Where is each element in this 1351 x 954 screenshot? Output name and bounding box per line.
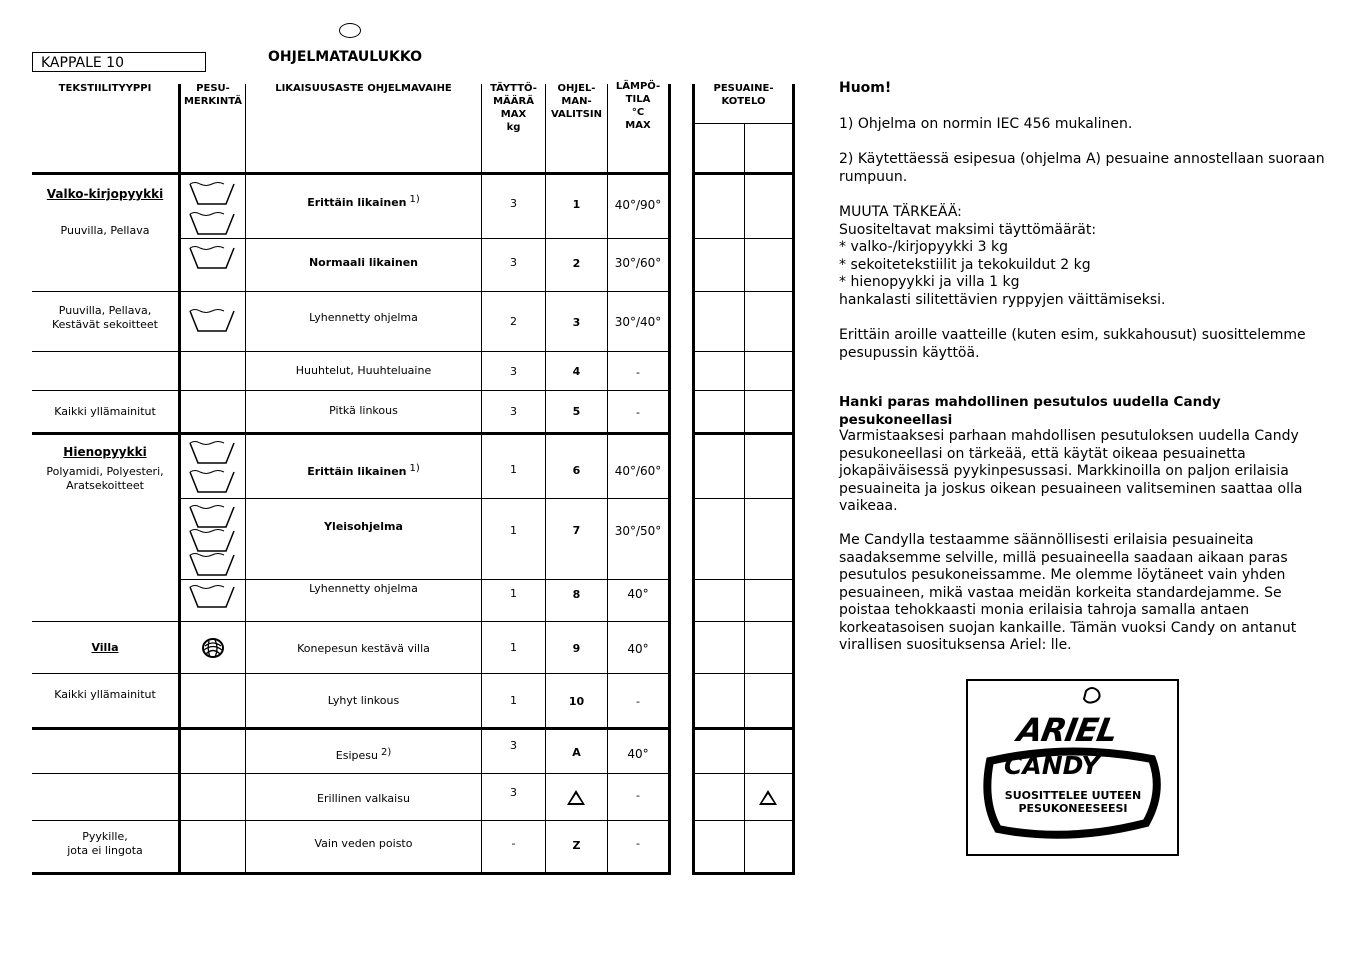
phase-cell: Esipesu 2): [335, 747, 392, 762]
phase-cell: Lyhyt linkous: [327, 694, 400, 707]
selector-cell: 9: [572, 642, 581, 655]
selector-cell: 10: [568, 695, 585, 708]
temp-cell: 30°/60°: [614, 256, 662, 270]
logo-brand-candy: CANDY: [1004, 751, 1100, 780]
temp-cell: 40°/90°: [614, 198, 662, 212]
tights-note: Erittäin aroille vaatteille (kuten esim, sukkahousut) suosittelemme pesupussin käyttöä.: [839, 327, 1306, 361]
other-important: MUUTA TÄRKEÄÄ: Suositeltavat maksimi täyttömäärät: * valko-/kirjopyykki 3 kg * sekoitetekstiilit ja tekokuildut 2 kg * hienopyykki ja villa 1 kg hankalasti silitettävien ryppyjen väittämiseksi.: [839, 204, 1166, 308]
header-selector: OHJEL- MAN- VALITSIN: [550, 83, 602, 120]
load-cell: 3: [510, 256, 517, 269]
selector-cell: 6: [572, 464, 581, 477]
textile-all-above-1: Kaikki yllämainitut: [54, 405, 156, 418]
load-cell: 2: [510, 315, 517, 328]
logo-brand-ariel: ARIEL: [1014, 711, 1120, 749]
page-marker-oval: [339, 23, 361, 38]
washtub-icon: [189, 551, 235, 577]
load-cell: 3: [510, 197, 517, 210]
textile-wool: Villa: [91, 641, 119, 654]
promo-paragraph-2: Me Candylla testaamme säännöllisesti erilaisia pesuaineita saadaksemme selville, millä pesuaineella saadaan aikaan paras pesutulos pesukoneissamme. Me olemme löytäneet vain yhden pesuaineen, mikä vastaa meidän korkeita standardejamme. Se poistaa tehokkaasti monia erilaisia tahroja samalla antaen korkeatasoisen suojan kankaille. Tämän vuoksi Candy on antanut virallisen suosituksensa Ariel: lle.: [839, 532, 1297, 653]
load-cell: 1: [510, 524, 517, 537]
textile-delicates: Hienopyykki: [63, 445, 147, 459]
phase-cell: Vain veden poisto: [314, 837, 413, 850]
selector-cell: 1: [572, 198, 581, 211]
selector-cell: 5: [572, 405, 581, 418]
phase-cell: Huuhtelut, Huuhteluaine: [295, 364, 432, 377]
washtub-icon: [189, 439, 235, 465]
load-cell: 3: [510, 405, 517, 418]
washtub-icon: [189, 468, 235, 494]
washtub-icon: [189, 244, 235, 270]
load-cell: 3: [510, 739, 517, 752]
temp-cell: 40°: [627, 587, 649, 601]
temp-cell: 40°: [627, 747, 649, 761]
temp-cell: -: [636, 789, 640, 802]
temp-cell: 30°/40°: [614, 315, 662, 329]
phase-cell: Konepesun kestävä villa: [297, 642, 430, 655]
load-cell: 1: [510, 587, 517, 600]
header-wash-label: PESU- MERKINTÄ: [183, 83, 243, 107]
header-load: TÄYTTÖ- MÄÄRÄ MAX kg: [490, 83, 537, 133]
chapter-label: KAPPALE 10: [32, 52, 206, 72]
temp-cell: -: [636, 406, 640, 419]
temp-cell: -: [636, 837, 640, 850]
temp-cell: 30°/50°: [614, 524, 662, 538]
washtub-icon: [189, 527, 235, 553]
washtub-icon: [189, 307, 235, 333]
selector-cell: 7: [572, 524, 581, 537]
triangle-symbol-icon: [567, 790, 585, 805]
textile-cotton-linen: Puuvilla, Pellava: [60, 224, 150, 237]
temp-cell: 40°: [627, 642, 649, 656]
washtub-icon: [189, 180, 235, 206]
header-textile: TEKSTIILITYYPPI: [58, 83, 152, 94]
promo-paragraph-1: Varmistaaksesi parhaan mahdollisen pesutuloksen uudella Candy pesukoneellasi on tärkeää, että käytät oikeaa pesuainetta jokapäiväisessä pyykinpesussasi. Markkinoilla on paljon erilaisia pesuaineita ja joskus oikean pesuaineen valitseminen saattaa olla vaikeaa.: [839, 428, 1303, 514]
washtub-icon: [189, 503, 235, 529]
textile-white-color: Valko-kirjopyykki: [46, 187, 164, 201]
textile-all-above-2: Kaikki yllämainitut: [54, 688, 156, 701]
wool-icon: [201, 637, 225, 659]
header-soil: LIKAISUUSASTE OHJELMAVAIHE: [275, 83, 452, 94]
phase-cell: Lyhennetty ohjelma: [309, 311, 418, 324]
temp-cell: -: [636, 366, 640, 379]
temp-cell: 40°/60°: [614, 464, 662, 478]
washtub-icon: [189, 210, 235, 236]
selector-cell: 3: [572, 316, 581, 329]
phase-cell: Pitkä linkous: [329, 404, 398, 417]
selector-cell: A: [572, 746, 581, 759]
phase-cell: Erillinen valkaisu: [317, 792, 410, 805]
header-detergent: PESUAINE- KOTELO: [713, 83, 774, 107]
textile-cotton-resistant: Puuvilla, Pellava, Kestävät sekoitteet: [51, 304, 158, 331]
header-temp: LÄMPÖ- TILA °C MAX: [615, 81, 661, 131]
load-cell: 3: [510, 786, 517, 799]
load-cell: 3: [510, 365, 517, 378]
ariel-candy-logo: [966, 679, 1179, 856]
selector-cell: 4: [572, 365, 581, 378]
note-1: 1) Ohjelma on normin IEC 456 mukalinen.: [839, 116, 1133, 132]
load-cell: 1: [510, 463, 517, 476]
load-cell: -: [511, 837, 516, 850]
promo-heading: Hanki paras mahdollinen pesutulos uudella Candy pesukoneellasi: [839, 394, 1221, 428]
page-title: OHJELMATAULUKKO: [268, 49, 422, 65]
logo-recommends: SUOSITTELEE UUTEEN PESUKONEESEESI: [1004, 789, 1142, 815]
phase-cell: Lyhennetty ohjelma: [309, 582, 418, 595]
textile-synthetics: Polyamidi, Polyesteri, Aratsekoitteet: [46, 465, 164, 492]
selector-cell: 2: [572, 257, 581, 270]
phase-cell: Normaali likainen: [308, 256, 419, 269]
notes-heading: Huom!: [839, 80, 892, 96]
note-2: 2) Käytettäessä esipesua (ohjelma A) pesuaine annostellaan suoraan rumpuun.: [839, 151, 1325, 185]
phase-cell: Erittäin likainen 1): [307, 194, 420, 209]
selector-cell: 8: [572, 588, 581, 601]
temp-cell: -: [636, 695, 640, 708]
phase-cell: Yleisohjelma: [324, 520, 403, 533]
phase-cell: Erittäin likainen 1): [307, 463, 420, 478]
textile-no-spin: Pyykille, jota ei lingota: [67, 830, 143, 857]
triangle-symbol-icon: [759, 790, 777, 805]
washtub-icon: [189, 583, 235, 609]
load-cell: 1: [510, 641, 517, 654]
load-cell: 1: [510, 694, 517, 707]
selector-cell: Z: [572, 839, 581, 852]
